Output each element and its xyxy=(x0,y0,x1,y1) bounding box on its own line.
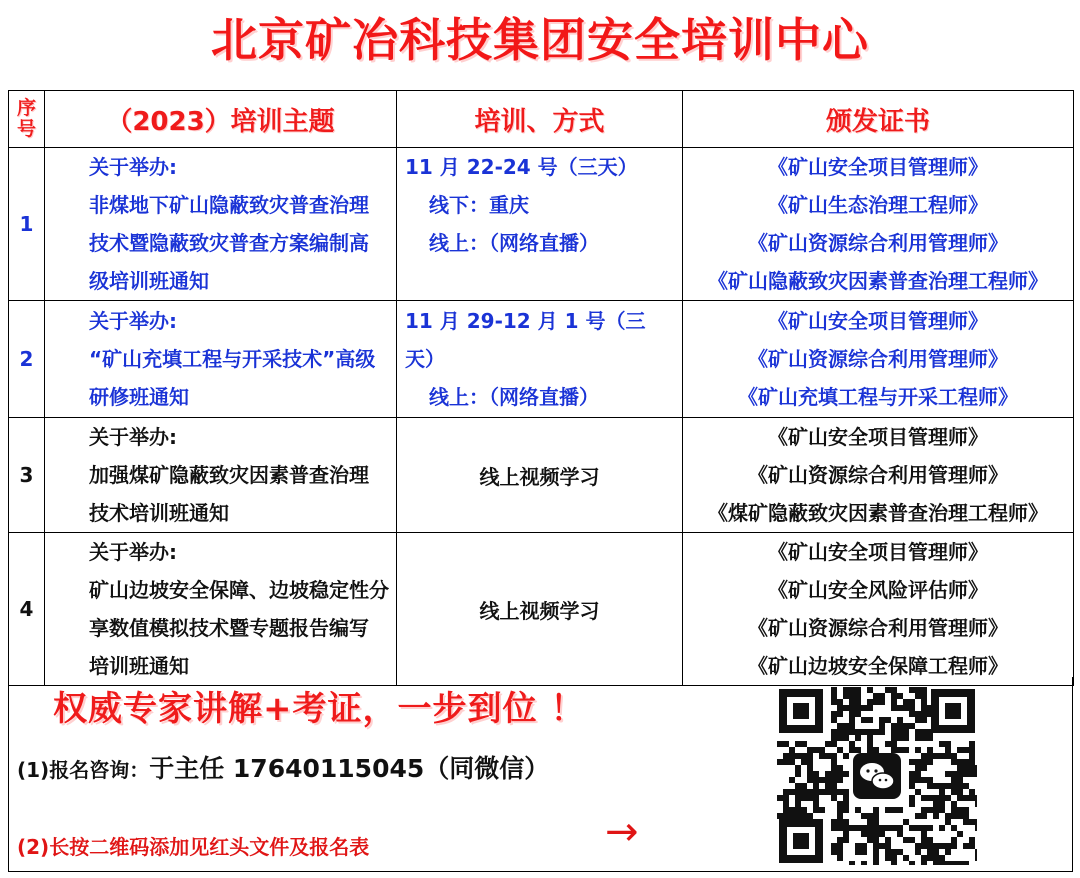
cert-line: 《矿山资源综合利用管理师》 xyxy=(748,616,1008,640)
cert-line: 《矿山资源综合利用管理师》 xyxy=(748,463,1008,487)
mode-text: 线上视频学习 xyxy=(479,598,600,623)
mode-cell xyxy=(397,533,683,686)
qr-note: (2)长按二维码添加见红头文件及报名表 xyxy=(17,835,370,859)
slogan: 权威专家讲解+考证，一步到位 ！ xyxy=(53,689,586,729)
topic-line: 非煤地下矿山隐蔽致灾普查治理 xyxy=(89,193,369,217)
mode-line: 线上：（网络直播） xyxy=(429,385,599,409)
cert-line: 《矿山资源综合利用管理师》 xyxy=(748,347,1008,371)
cert-line: 《矿山边坡安全保障工程师》 xyxy=(748,654,1008,678)
table-row xyxy=(9,418,1074,533)
header-mode: 培训、方式 xyxy=(397,91,683,148)
mode-line: 线下：重庆 xyxy=(429,193,529,217)
row-number: 4 xyxy=(9,533,45,686)
topic-line: 关于举办: xyxy=(89,540,177,564)
topic-line: 关于举办: xyxy=(89,155,177,179)
header-seq: 序号 xyxy=(9,91,45,148)
table-row xyxy=(9,148,1074,301)
training-table xyxy=(8,90,1074,686)
topic-line: 享数值模拟技术暨专题报告编写 xyxy=(89,616,369,640)
cert-cell xyxy=(683,148,1074,301)
topic-cell xyxy=(45,533,397,686)
cert-line: 《矿山安全项目管理师》 xyxy=(768,309,988,333)
consult-contact: 于主任 17640115045（同微信） xyxy=(149,754,550,783)
row-number: 1 xyxy=(9,148,45,301)
table-row xyxy=(9,301,1074,418)
cert-line: 《矿山生态治理工程师》 xyxy=(768,193,988,217)
mode-line: 天） xyxy=(405,347,445,371)
mode-cell xyxy=(397,301,683,418)
topic-cell xyxy=(45,418,397,533)
mode-text: 线上视频学习 xyxy=(479,464,600,489)
cert-line: 《矿山安全项目管理师》 xyxy=(768,425,988,449)
cert-cell xyxy=(683,533,1074,686)
mode-line: 11 月 29-12 月 1 号（三 xyxy=(405,309,646,333)
header-topic: （2023）培训主题 xyxy=(45,91,397,148)
topic-line: 研修班通知 xyxy=(89,385,189,409)
topic-line: 关于举办: xyxy=(89,425,177,449)
header-cert: 颁发证书 xyxy=(683,91,1074,148)
cert-line: 《矿山充填工程与开采工程师》 xyxy=(738,385,1018,409)
cert-cell xyxy=(683,418,1074,533)
mode-cell xyxy=(397,418,683,533)
cert-line: 《矿山资源综合利用管理师》 xyxy=(748,231,1008,255)
wechat-icon xyxy=(853,753,901,799)
topic-cell xyxy=(45,301,397,418)
arrow-right-icon: → xyxy=(605,809,639,855)
table-row xyxy=(9,533,1074,686)
cert-line: 《矿山安全风险评估师》 xyxy=(768,578,988,602)
topic-line: 技术暨隐蔽致灾普查方案编制高 xyxy=(89,231,369,255)
cert-line: 《矿山安全项目管理师》 xyxy=(768,540,988,564)
topic-line: 关于举办: xyxy=(89,309,177,333)
topic-line: “矿山充填工程与开采技术”高级 xyxy=(89,347,376,371)
topic-line: 培训班通知 xyxy=(89,654,189,678)
mode-line: 线上：（网络直播） xyxy=(429,231,599,255)
table-header-row xyxy=(9,91,1074,148)
topic-cell xyxy=(45,148,397,301)
contact-panel xyxy=(8,677,1073,872)
row-number: 3 xyxy=(9,418,45,533)
cert-cell xyxy=(683,301,1074,418)
mode-cell xyxy=(397,148,683,301)
topic-line: 加强煤矿隐蔽致灾因素普查治理 xyxy=(89,463,369,487)
mode-line: 11 月 22-24 号（三天） xyxy=(405,155,638,179)
topic-line: 技术培训班通知 xyxy=(89,501,229,525)
page-title: 北京矿冶科技集团安全培训中心 xyxy=(211,13,869,67)
cert-line: 《矿山安全项目管理师》 xyxy=(768,155,988,179)
consult-line xyxy=(17,749,549,785)
row-number: 2 xyxy=(9,301,45,418)
qr-code[interactable] xyxy=(777,687,977,865)
topic-line: 矿山边坡安全保障、边坡稳定性分 xyxy=(89,578,389,602)
cert-line: 《矿山隐蔽致灾因素普查治理工程师》 xyxy=(708,269,1048,293)
topic-line: 级培训班通知 xyxy=(89,269,209,293)
consult-label: (1)报名咨询： xyxy=(17,758,150,782)
cert-line: 《煤矿隐蔽致灾因素普查治理工程师》 xyxy=(708,501,1048,525)
